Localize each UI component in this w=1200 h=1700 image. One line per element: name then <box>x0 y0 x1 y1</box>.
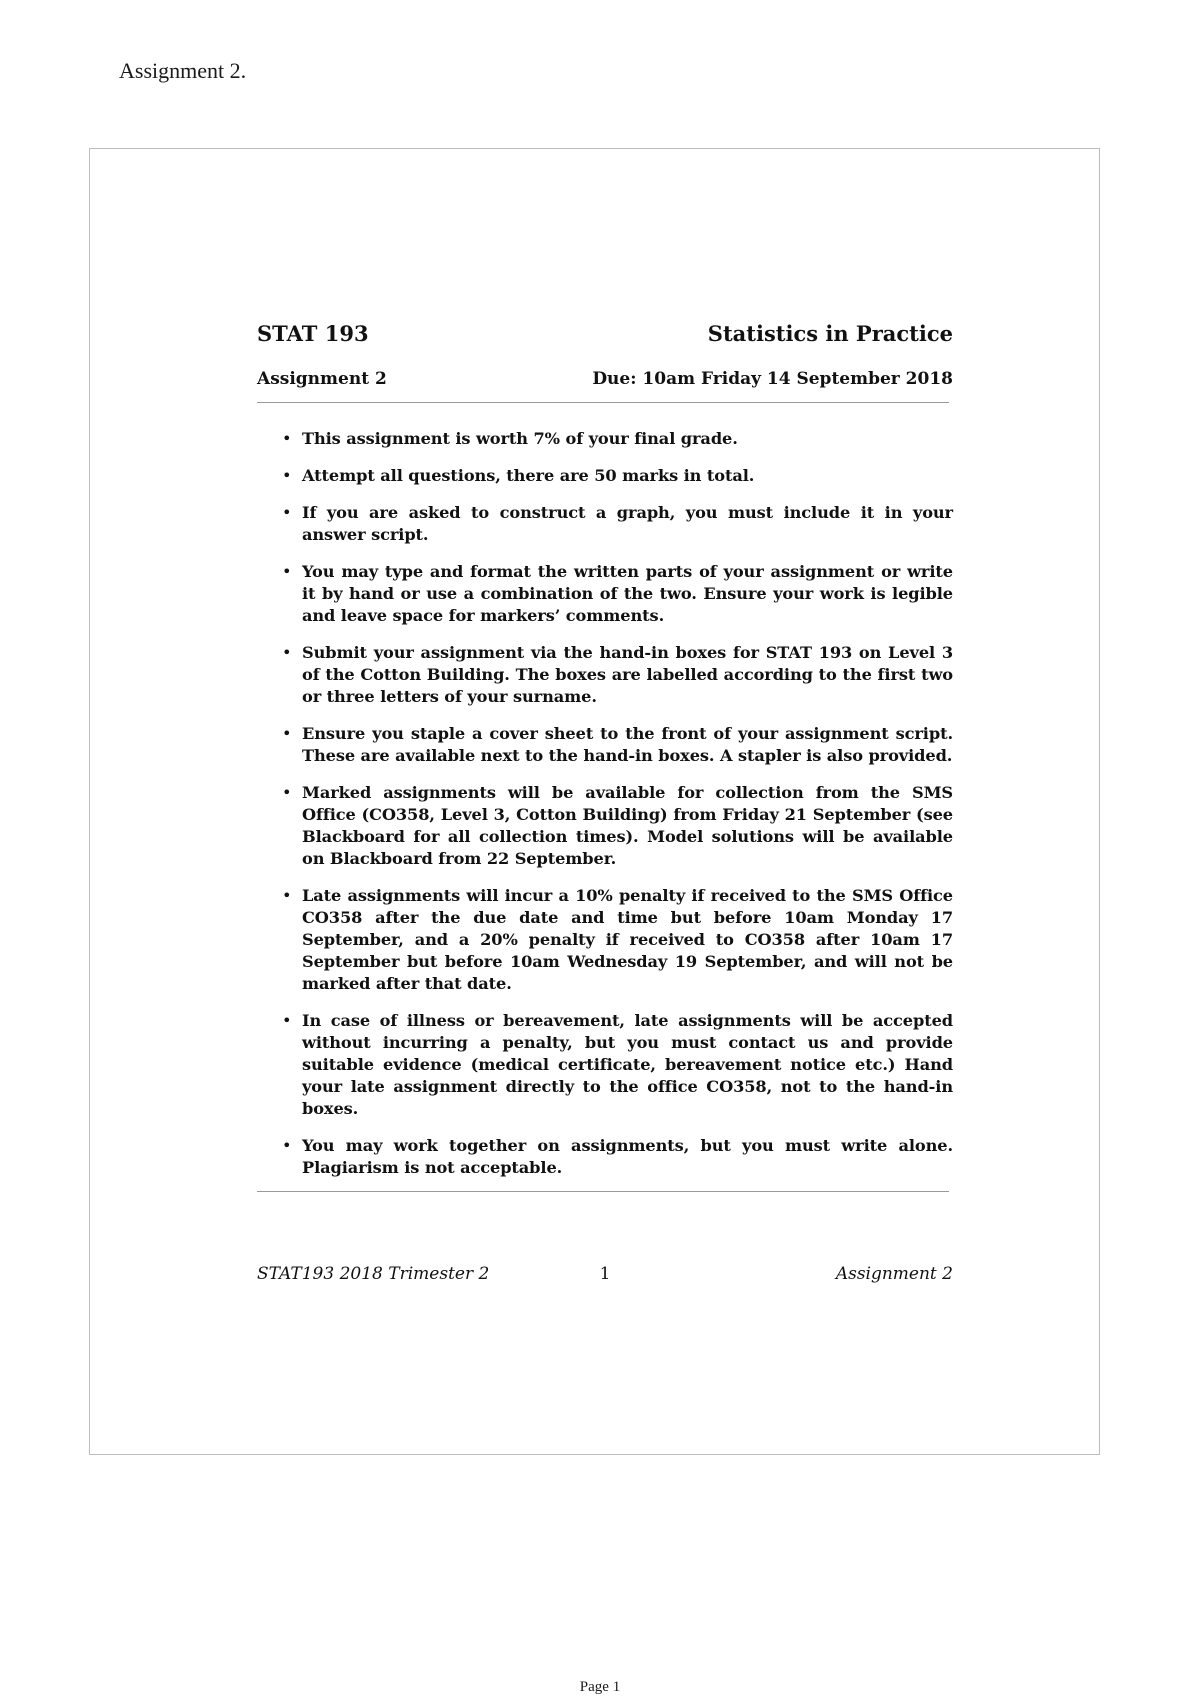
sheet-footer <box>257 1264 953 1288</box>
bullet-icon: • <box>282 1136 292 1155</box>
bullet-icon: • <box>282 1011 292 1030</box>
due-date: Due: 10am Friday 14 September 2018 <box>592 369 953 389</box>
course-header <box>257 321 953 346</box>
page-label: Page 1 <box>579 1679 621 1695</box>
course-code: STAT 193 <box>257 321 369 346</box>
bullet-icon: • <box>282 724 292 743</box>
bullet-icon: • <box>282 643 292 662</box>
list-item: • Late assignments will incur a 10% penalty if received to the SMS Office CO358 after the due date and time but before 10am Monday 17 September, and a 20% penalty if received to CO358 after 10am 17 September but before 10am Wednesday 19 September, and will not be marked after that date. <box>282 886 953 993</box>
list-item: • You may type and format the written parts of your assignment or write it by hand or use a combination of the two. Ensure your work is legible and leave space for markers’ comments. <box>282 562 953 625</box>
footer-assignment: Assignment 2 <box>835 1264 953 1284</box>
list-item: • In case of illness or bereavement, late assignments will be accepted without incurring a penalty, but you must contact us and provide suitable evidence (medical certificate, bereavement notice etc.) Hand your late assignment directly to the office CO358, not to the hand-in boxes. <box>282 1011 953 1118</box>
footer-divider <box>257 1191 949 1192</box>
document-title: Assignment 2. <box>119 58 247 83</box>
bullet-icon: • <box>282 466 292 485</box>
list-item: • Ensure you staple a cover sheet to the front of your assignment script. These are available next to the hand-in boxes. A stapler is also provided. <box>282 724 953 765</box>
assignment-label: Assignment 2 <box>257 369 387 389</box>
list-item: • Attempt all questions, there are 50 marks in total. <box>282 466 755 485</box>
bullet-icon: • <box>282 783 292 802</box>
footer-course-term: STAT193 2018 Trimester 2 <box>257 1264 490 1284</box>
bullet-icon: • <box>282 429 292 448</box>
instructions-list <box>280 428 953 1194</box>
footer-page-number: 1 <box>599 1264 611 1284</box>
assignment-header <box>257 369 953 389</box>
list-item: • You may work together on assignments, but you must write alone. Plagiarism is not acceptable. <box>282 1136 953 1177</box>
bullet-icon: • <box>282 562 292 581</box>
list-item: • This assignment is worth 7% of your final grade. <box>282 429 738 448</box>
list-item: • Submit your assignment via the hand-in boxes for STAT 193 on Level 3 of the Cotton Building. The boxes are labelled according to the first two or three letters of your surname. <box>282 643 953 706</box>
bullet-icon: • <box>282 886 292 905</box>
course-name: Statistics in Practice <box>707 321 953 346</box>
list-item: • If you are asked to construct a graph, you must include it in your answer script. <box>282 503 953 544</box>
header-divider <box>257 402 949 403</box>
list-item: • Marked assignments will be available for collection from the SMS Office (CO358, Level 3, Cotton Building) from Friday 21 September (see Blackboard for all collection times). Model solutions will be available on Blackboard from 22 September. <box>282 783 953 868</box>
bullet-icon: • <box>282 503 292 522</box>
